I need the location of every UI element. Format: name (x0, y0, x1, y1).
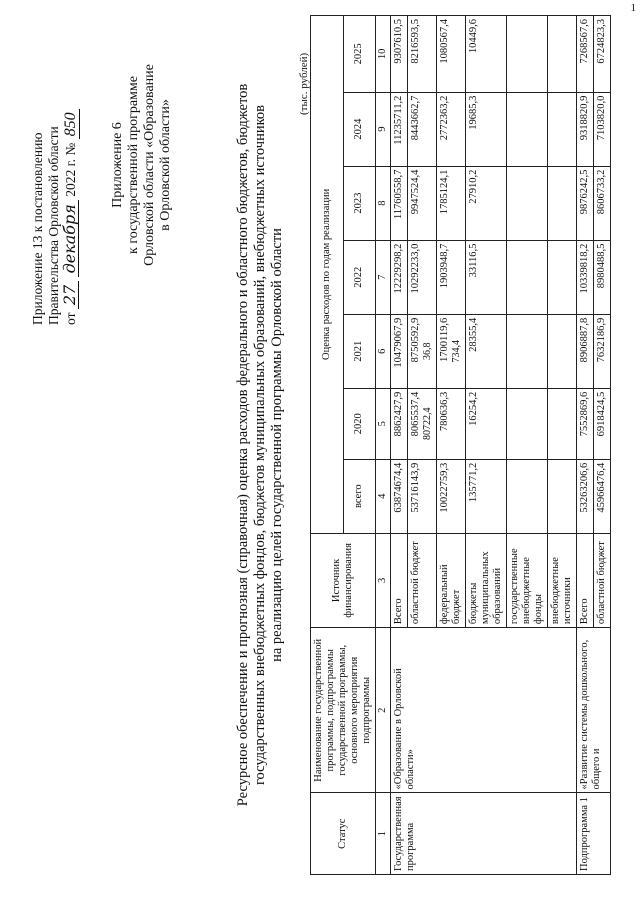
value-cell: 28355,4 (466, 314, 507, 388)
source-cell: внебюджетные источники (548, 533, 577, 627)
value-cell: 7268567,6 (577, 16, 594, 93)
value-cell: 33116,5 (466, 240, 507, 314)
appendix-6-line4: в Орловской области» (158, 99, 173, 231)
value-cell: 10479067,9 (391, 314, 408, 388)
column-number: 6 (376, 314, 391, 388)
title-line3: на реализацию целей государственной программы Орловской области (269, 228, 285, 662)
column-number: 5 (376, 388, 391, 459)
source-cell: Всего (577, 533, 594, 627)
header-name: Наименование государственной программы, подпрограммы государственной программы, основного мероприятия подпрограммы (311, 628, 376, 793)
header-estimate: Оценка расходов по годам реализации (311, 16, 344, 534)
value-cell (548, 240, 577, 314)
value: 8065537,4 (410, 391, 421, 437)
appendix-13-line1: Приложение 13 к постановлению (30, 132, 45, 325)
handwritten-number: 850 (63, 109, 80, 139)
title-line2: государственных внебюджетных фондов, бюджетов муниципальных образований, внебюджетных источников (252, 104, 268, 786)
appendix-6-header (110, 35, 174, 295)
header-2020: 2020 (343, 388, 376, 459)
value-cell-with-note (408, 314, 437, 388)
value-cell (507, 92, 548, 166)
appendix-13-date (62, 15, 80, 325)
value-cell (507, 388, 548, 459)
column-number: 9 (376, 92, 391, 166)
appendix-13-header (30, 15, 80, 325)
source-cell: государственные внебюджетные фонды (507, 533, 548, 627)
value-cell: 1080567,4 (437, 16, 466, 93)
date-year: 2022 г. № (63, 142, 78, 197)
value-cell: 9947524,4 (408, 166, 437, 240)
value-cell: 53263206,6 (577, 459, 594, 533)
value-cell (507, 240, 548, 314)
column-number: 4 (376, 459, 391, 533)
value-cell: 8443662,7 (408, 92, 437, 166)
value-cell (548, 314, 577, 388)
value-cell: 9318820,9 (577, 92, 594, 166)
value-cell: 8216593,5 (408, 16, 437, 93)
source-cell: областной бюджет (594, 533, 611, 627)
value-note: 80722,4 (422, 407, 433, 440)
column-number: 2 (376, 628, 391, 793)
table-row (577, 16, 594, 875)
value-cell: 12229298,2 (391, 240, 408, 314)
column-number: 1 (376, 793, 391, 875)
column-number: 3 (376, 533, 391, 627)
value-cell (507, 314, 548, 388)
title-line1: Ресурсное обеспечение и прогнозная (справочная) оценка расходов федерального и областного бюджетов, бюджетов (235, 83, 251, 807)
value-cell (507, 16, 548, 93)
appendix-6-line3: Орловской области «Образование (142, 64, 157, 266)
value-cell: 63874674,4 (391, 459, 408, 533)
value-cell: 11235711,2 (391, 92, 408, 166)
value-cell (507, 459, 548, 533)
column-number: 7 (376, 240, 391, 314)
value-cell: 19685,3 (466, 92, 507, 166)
value-cell: 8606733,2 (594, 166, 611, 240)
value-cell: 8862427,9 (391, 388, 408, 459)
appendix-13-line2: Правительства Орловской области (46, 126, 61, 325)
value-cell: 135771,2 (466, 459, 507, 533)
value-cell (548, 92, 577, 166)
header-2023: 2023 (343, 166, 376, 240)
value-cell: 16254,2 (466, 388, 507, 459)
value-cell-with-note (408, 388, 437, 459)
page-corner-mark: 1 (630, 2, 636, 14)
header-2021: 2021 (343, 314, 376, 388)
appendix-6-line2: к государственной программе (126, 76, 141, 254)
value-cell: 53716143,9 (408, 459, 437, 533)
date-prefix: от (63, 312, 78, 325)
value-cell (548, 166, 577, 240)
value-cell: 780636,3 (437, 388, 466, 459)
subprogram-name: «Развитие системы дошкольного, общего и (577, 628, 611, 793)
value-cell: 9307610,5 (391, 16, 408, 93)
value-cell (548, 459, 577, 533)
value-cell: 10339818,2 (577, 240, 594, 314)
header-2022: 2022 (343, 240, 376, 314)
value-cell: 45966476,4 (594, 459, 611, 533)
column-number-row (376, 16, 391, 875)
source-cell: областной бюджет (408, 533, 437, 627)
units-label: (тыс. рублей) (298, 52, 310, 115)
value-cell: 10449,6 (466, 16, 507, 93)
header-2025: 2025 (343, 16, 376, 93)
value-cell: 7552869,6 (577, 388, 594, 459)
value-cell: 1903948,7 (437, 240, 466, 314)
table-row (391, 16, 408, 875)
value-cell: 11760558,7 (391, 166, 408, 240)
value-cell: 6724823,3 (594, 16, 611, 93)
program-name: «Образование в Орловской области» (391, 628, 577, 793)
header-total: всего (343, 459, 376, 533)
resource-table (310, 15, 611, 875)
column-number: 8 (376, 166, 391, 240)
appendix-6-line1: Приложение 6 (110, 122, 125, 208)
value-cell-with-note (437, 314, 466, 388)
program-status: Государственная программа (391, 793, 577, 875)
value-cell: 27910,2 (466, 166, 507, 240)
value-cell (548, 16, 577, 93)
source-cell: федеральный бюджет (437, 533, 466, 627)
value: 8750592,9 (410, 317, 421, 363)
value-cell: 2772363,2 (437, 92, 466, 166)
column-number: 10 (376, 16, 391, 93)
value: 1700119,6 (439, 317, 450, 362)
value-cell: 7103820,0 (594, 92, 611, 166)
value-cell: 10292233,0 (408, 240, 437, 314)
handwritten-month: декабря (62, 200, 79, 277)
value-cell: 6918424,5 (594, 388, 611, 459)
value-cell: 7632186,9 (594, 314, 611, 388)
value-cell: 8906887,8 (577, 314, 594, 388)
value-cell: 9876242,5 (577, 166, 594, 240)
value-cell: 8980488,5 (594, 240, 611, 314)
value-cell (548, 388, 577, 459)
source-cell: бюджеты муниципальных образований (466, 533, 507, 627)
value-note: 734,4 (451, 340, 462, 363)
header-source: Источник финансирования (311, 533, 376, 627)
subprogram-status: Подпрограмма 1 (577, 793, 611, 875)
document-title (235, 15, 286, 875)
value-cell: 1785124,1 (437, 166, 466, 240)
value-note: 36,8 (422, 342, 433, 360)
source-cell: Всего (391, 533, 408, 627)
value-cell (507, 166, 548, 240)
value-cell: 10022759,3 (437, 459, 466, 533)
header-2024: 2024 (343, 92, 376, 166)
header-status: Статус (311, 793, 376, 875)
handwritten-day: 27 (62, 281, 79, 309)
